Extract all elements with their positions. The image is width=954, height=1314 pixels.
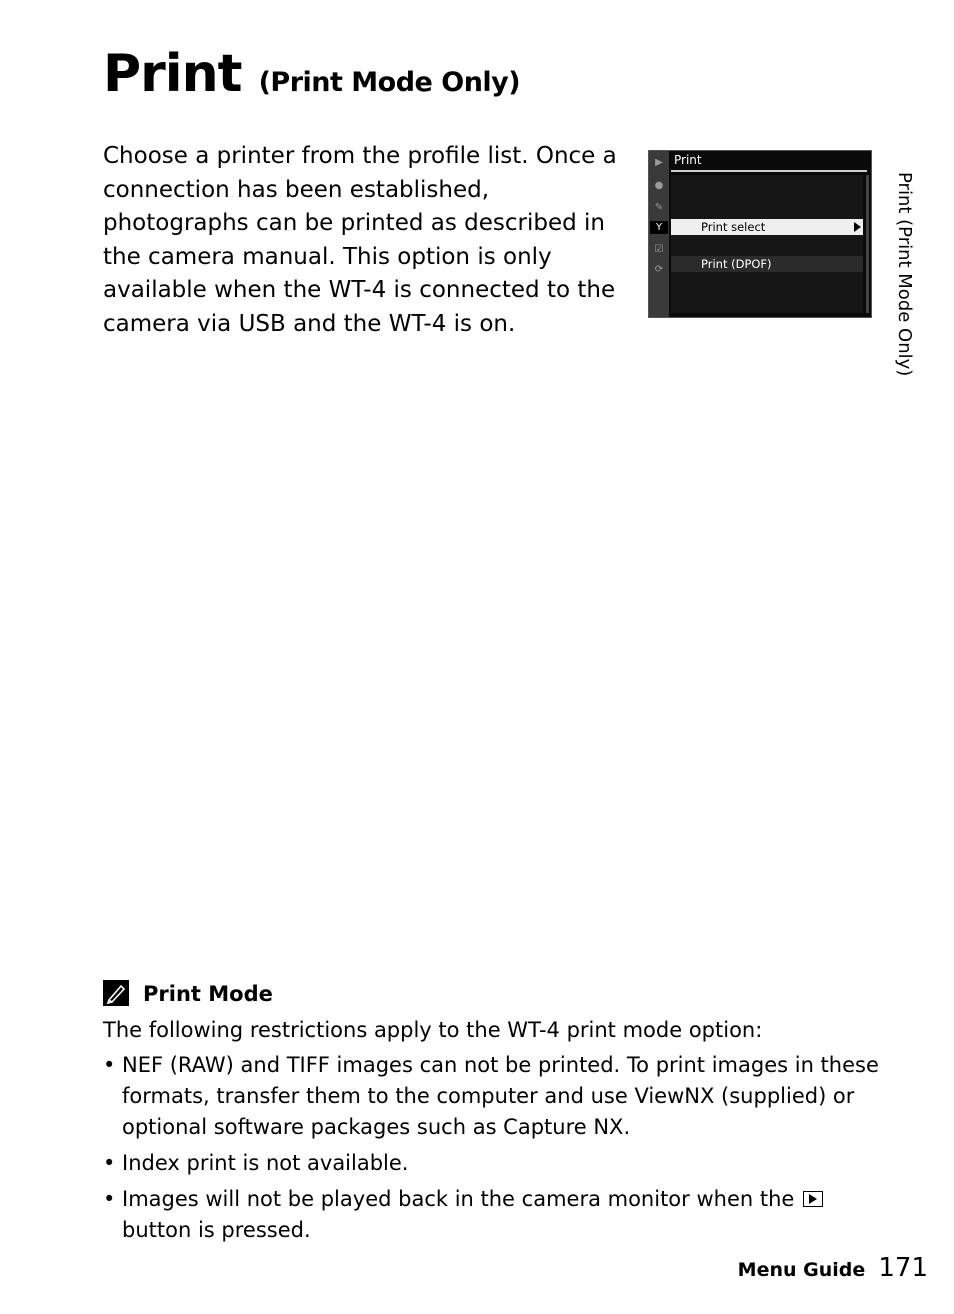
footer-section: Menu Guide (737, 1259, 866, 1281)
list-item: • Index print is not available. (103, 1148, 883, 1179)
restrictions-list (103, 1050, 883, 1251)
menu-item-label: Print (DPOF) (701, 257, 772, 271)
setup-icon: Y (650, 221, 668, 234)
note-intro: The following restrictions apply to the WT-4 print mode option: (103, 1018, 763, 1042)
page-title: Print (103, 44, 242, 104)
page-footer (738, 1253, 928, 1283)
list-item-text: Images will not be played back in the camera monitor when the (122, 1187, 795, 1211)
camera-menu-title: Print (674, 153, 702, 167)
camera-menu-screenshot (648, 150, 872, 318)
my-menu-icon: ⟳ (654, 264, 664, 275)
list-item: • NEF (RAW) and TIFF images can not be printed. To print images in these formats, transfer them to the computer and use ViewNX (supplied) or optional software packages such as Capture NX. (103, 1050, 883, 1143)
playback-button-icon (803, 1191, 823, 1207)
retouch-icon: ☑ (654, 244, 664, 255)
camera-scrollbar (866, 175, 869, 313)
list-item-text: button is pressed. (122, 1218, 311, 1242)
custom-settings-icon: ✎ (654, 202, 664, 213)
camera-menu-list (671, 175, 863, 313)
page-subtitle: (Print Mode Only) (258, 67, 521, 98)
shooting-icon: ● (654, 180, 664, 191)
menu-item-label: Print select (701, 220, 766, 234)
note-title: Print Mode (143, 982, 273, 1006)
playback-icon: ▶ (655, 157, 663, 168)
page-number: 171 (878, 1253, 928, 1283)
menu-item-print-dpof[interactable] (671, 256, 863, 272)
chevron-right-icon (854, 222, 861, 232)
page-heading (103, 44, 520, 104)
list-item (103, 1184, 883, 1246)
menu-item-print-select[interactable] (671, 219, 863, 235)
menu-icon-rail (649, 151, 669, 317)
pencil-note-icon (103, 980, 129, 1006)
side-tab-label: Print (Print Mode Only) (894, 172, 915, 377)
intro-paragraph: Choose a printer from the profile list. Once a connection has been established, photographs can be printed as described in the camera manual. This option is only available when the WT-4 is connected to the camera via USB and the WT-4 is on. (103, 143, 617, 337)
camera-title-rule (671, 170, 867, 172)
